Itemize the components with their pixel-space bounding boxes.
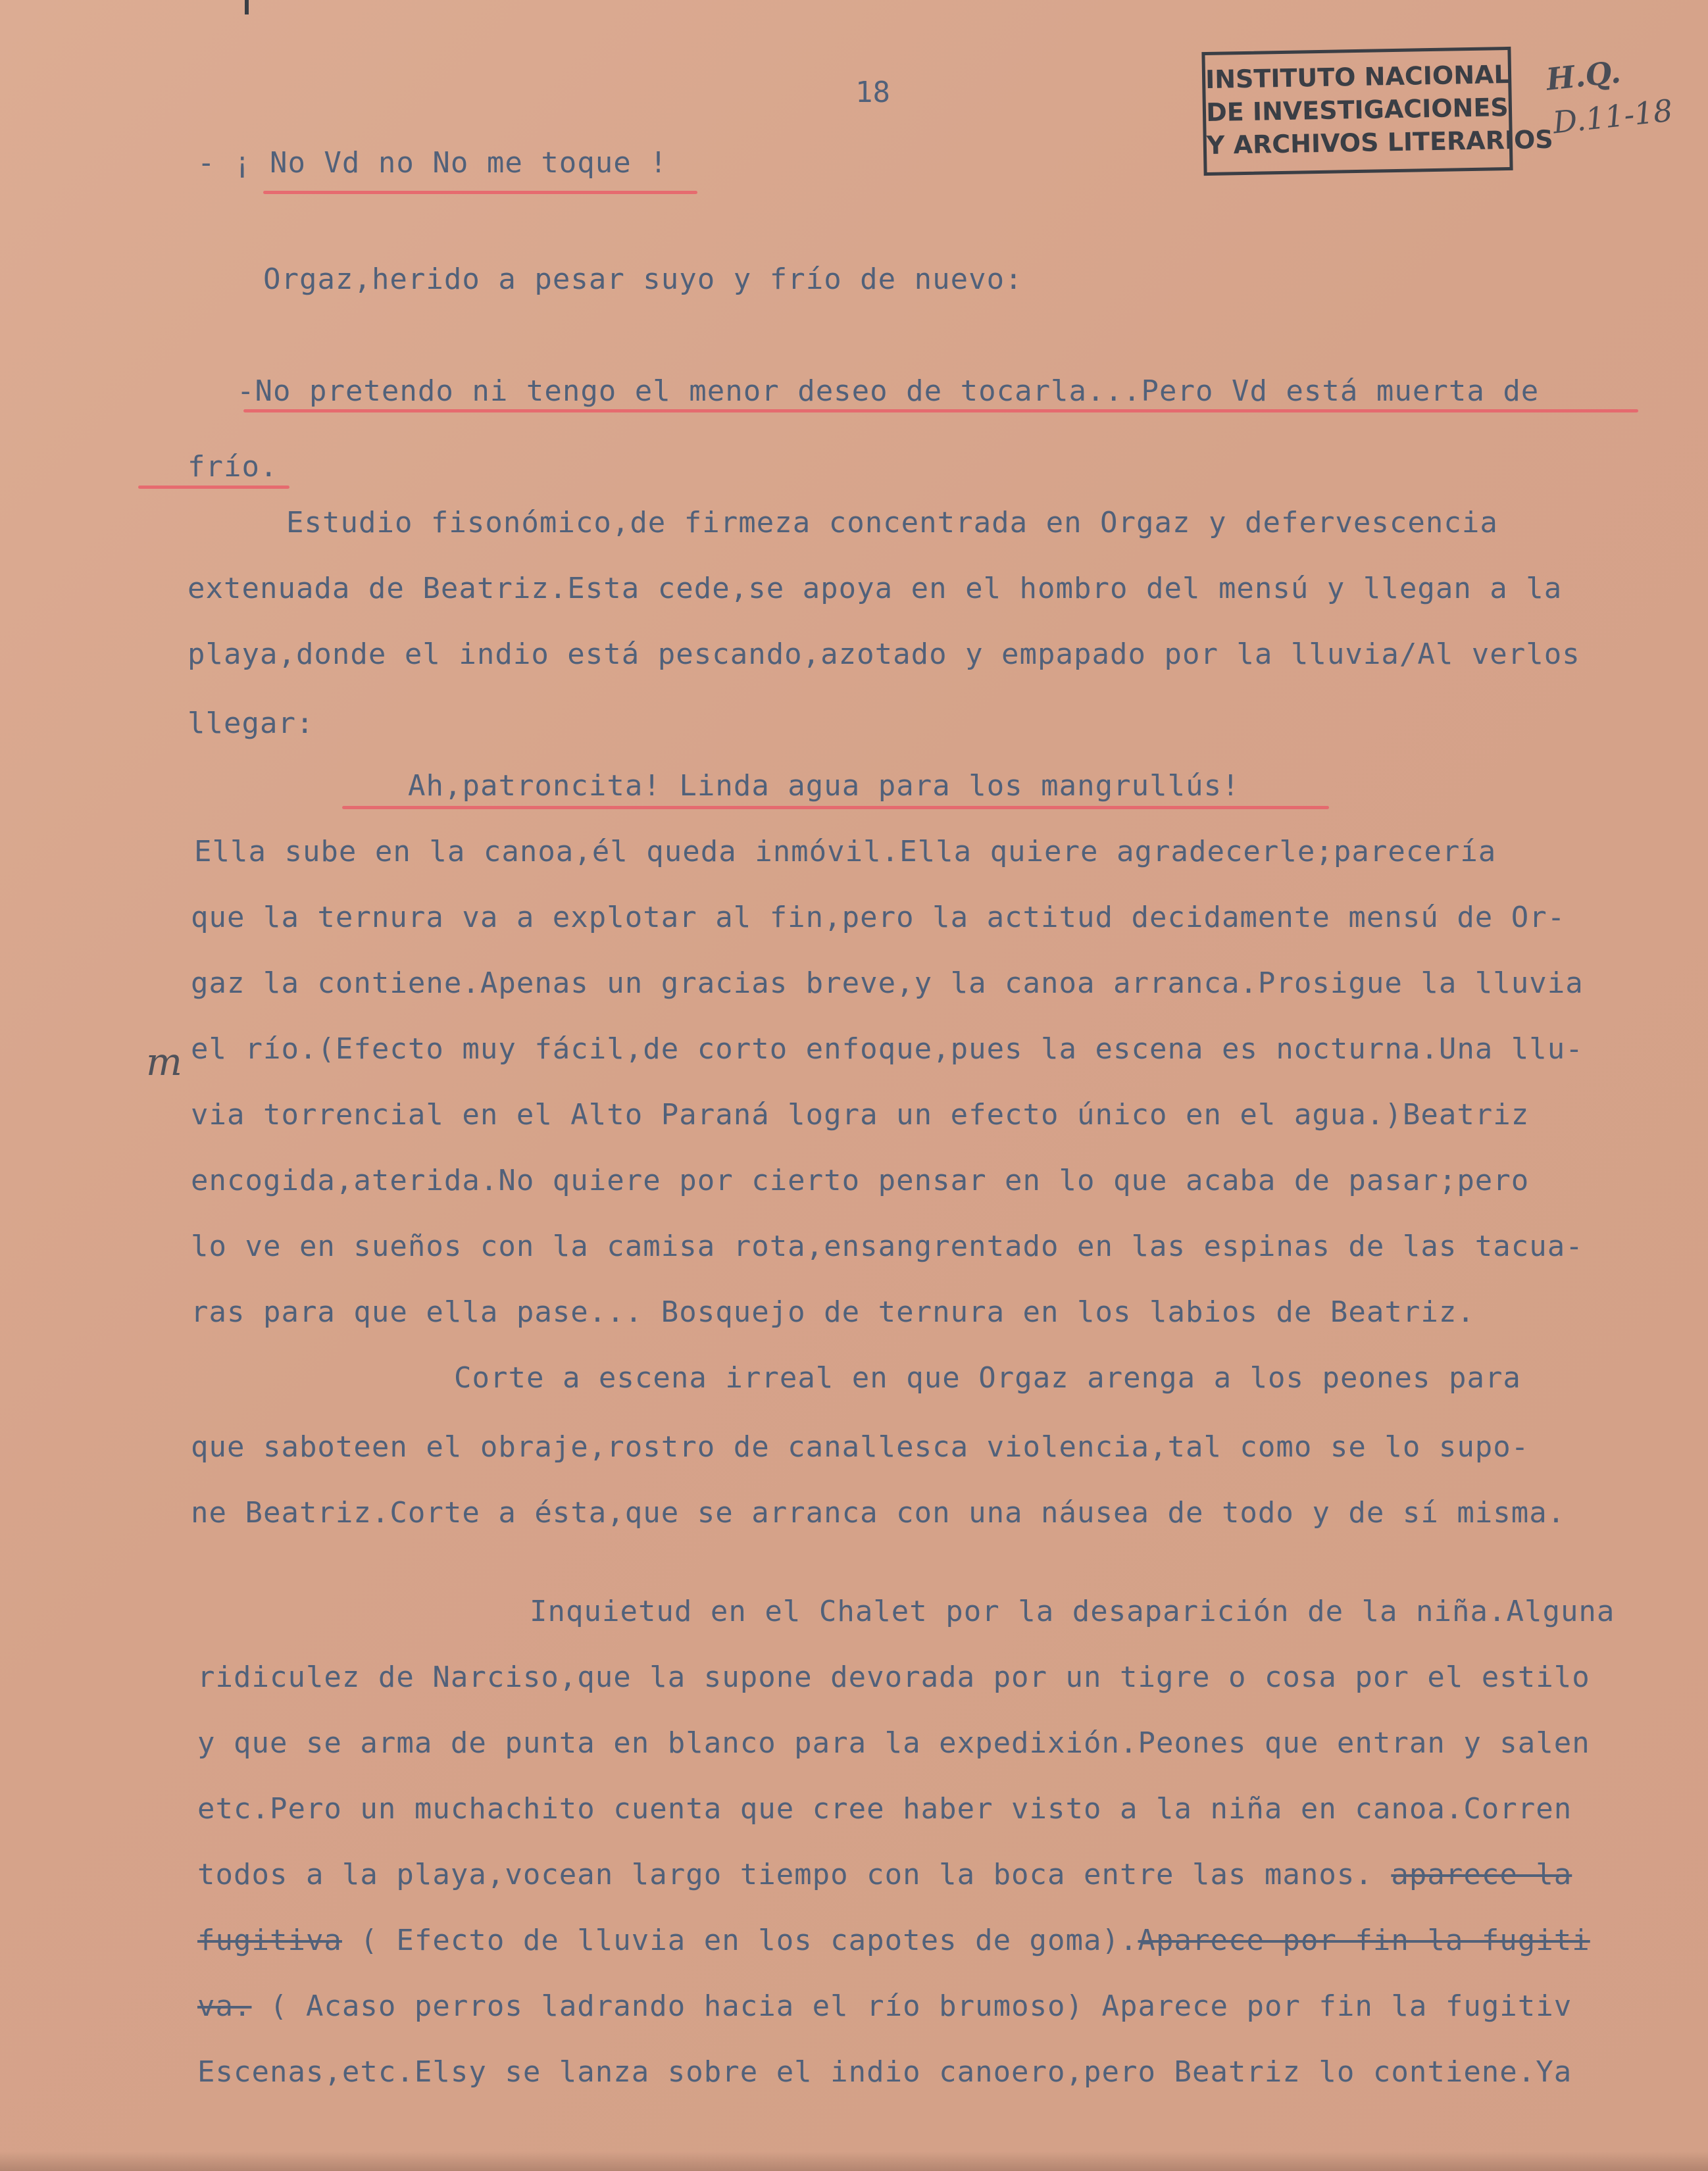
red-underline	[263, 191, 697, 194]
text-line: -No pretendo ni tengo el menor deseo de tocarla...Pero Vd está muerta de	[237, 374, 1540, 408]
text-line: Ella sube en la canoa,él queda inmóvil.Ella quiere agradecerle;parecería	[194, 835, 1497, 868]
text-segment: todos a la playa,vocean largo tiempo con la boca entre las manos.	[197, 1858, 1373, 1891]
text-line: via torrencial en el Alto Paraná logra un efecto único en el agua.)Beatriz	[191, 1098, 1530, 1132]
text-line: etc.Pero un muchachito cuenta que cree haber visto a la niña en canoa.Corren	[197, 1792, 1572, 1826]
text-line: que saboteen el obraje,rostro de canallesca violencia,tal como se lo supo-	[191, 1430, 1530, 1464]
archive-stamp	[1201, 47, 1554, 176]
text-line: encogida,aterida.No quiere por cierto pensar en lo que acaba de pasar;pero	[191, 1164, 1530, 1197]
text-line: ne Beatriz.Corte a ésta,que se arranca con una náusea de todo y de sí misma.	[191, 1496, 1566, 1530]
text-line: Inquietud en el Chalet por la desaparición de la niña.Alguna	[530, 1595, 1615, 1628]
text-line: extenuada de Beatriz.Esta cede,se apoya en el hombro del mensú y llegan a la	[188, 572, 1563, 605]
stamp-line-2: DE INVESTIGACIONES	[1205, 92, 1509, 128]
margin-note: m	[146, 1039, 182, 1084]
stamp-line-1: INSTITUTO NACIONAL	[1205, 59, 1511, 95]
text-segment: ( Acaso perros ladrando hacia el río brumoso) Aparece por fin la fugitiv	[251, 1989, 1572, 2023]
top-edge-mark	[245, 0, 249, 14]
handwritten-hq: H.Q.	[1544, 54, 1622, 97]
text-line	[197, 1855, 1572, 1895]
page-edge-shadow	[0, 2151, 1708, 2171]
text-line: Estudio fisonómico,de firmeza concentrada en Orgaz y defervescencia	[286, 506, 1498, 539]
text-line: Orgaz,herido a pesar suyo y frío de nuevo:	[263, 262, 1023, 296]
text-line: ridiculez de Narciso,que la supone devorada por un tigre o cosa por el estilo	[197, 1660, 1590, 1694]
struck-text: fugitiva	[197, 1924, 342, 1957]
text-line: - ¡ No Vd no No me toque !	[197, 146, 668, 180]
text-line: Escenas,etc.Elsy se lanza sobre el indio canoero,pero Beatriz lo contiene.Ya	[197, 2055, 1572, 2089]
text-line: ras para que ella pase... Bosquejo de ternura en los labios de Beatriz.	[191, 1295, 1475, 1329]
text-line: gaz la contiene.Apenas un gracias breve,y la canoa arranca.Prosigue la lluvia	[191, 966, 1584, 1000]
text-line: frío.	[188, 450, 278, 484]
text-line	[197, 1921, 1590, 1960]
text-line: playa,donde el indio está pescando,azotado y empapado por la lluvia/Al verlos	[188, 637, 1580, 671]
text-line: el río.(Efecto muy fácil,de corto enfoque,pues la escena es nocturna.Una llu-	[191, 1032, 1584, 1066]
text-line	[197, 1987, 1572, 2026]
text-line: lo ve en sueños con la camisa rota,ensangrentado en las espinas de las tacua-	[191, 1230, 1584, 1263]
text-segment: ( Efecto de lluvia en los capotes de goma).	[341, 1924, 1138, 1957]
text-line: Corte a escena irreal en que Orgaz arenga a los peones para	[454, 1361, 1521, 1395]
text-line: que la ternura va a explotar al fin,pero la actitud decidamente mensú de Or-	[191, 901, 1566, 934]
red-underline	[342, 806, 1329, 809]
struck-text: va.	[197, 1989, 252, 2023]
stamp-line-3: Y ARCHIVOS LITERARIOS	[1206, 124, 1554, 161]
struck-text: aparece la	[1391, 1858, 1572, 1891]
page-number: 18	[855, 76, 890, 109]
text-line: y que se arma de punta en blanco para la expedixión.Peones que entran y salen	[197, 1726, 1590, 1760]
text-line: Ah,patroncita! Linda agua para los mangrullús!	[408, 769, 1240, 803]
handwritten-code: D.11-18	[1551, 92, 1674, 141]
struck-text: Aparece por fin la fugiti	[1138, 1924, 1590, 1957]
text-line: llegar:	[188, 707, 314, 740]
